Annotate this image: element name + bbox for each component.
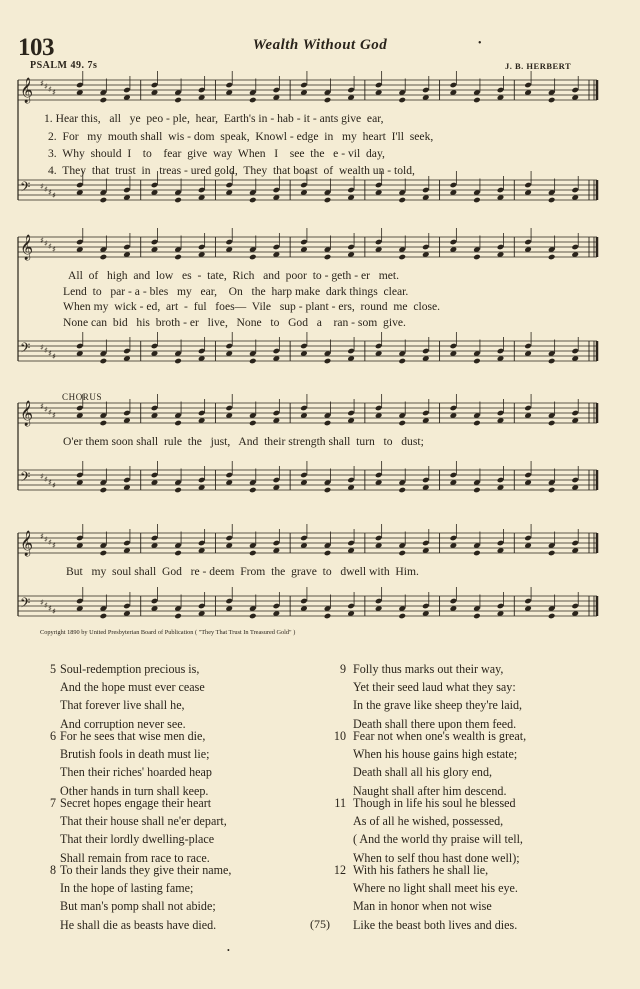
system3-bass-note [548,487,556,494]
lyric-line-s1-v2: 2. For my mouth shall wis - dom speak, Knowl - edge in my heart I'll seek, [48,130,434,143]
system1-treble-note [174,97,182,104]
system1-treble-note [473,97,481,104]
verse-line: Fear not when one's wealth is great, [353,729,527,743]
system1-bass-note [398,197,406,204]
system4-sharp-icon: ♯ [44,601,48,610]
verse-line: That their lordly dwelling-place [60,832,215,847]
system2-treble-note [249,254,257,261]
verse-line: Death shall all his glory end, [353,765,493,780]
verse-number: 7 [49,796,56,810]
verse-line: Like the beast both lives and dies. [353,917,518,932]
system1-bass-note [473,197,481,204]
system1-sharp-icon: ♯ [40,182,44,191]
system1-bass-note [174,197,182,204]
verse-line: As of all he wished, possessed, [353,814,504,829]
system2-sharp-icon: ♯ [40,236,44,245]
system3-treble-clef-icon: 𝄞 [20,401,34,426]
system1-sharp-icon: ♯ [48,85,52,94]
lyric-line-s2-v4: None can bid his broth - er live, None to God a ran - som give. [63,316,406,329]
verse-line: Then their riches' hoarded heap [60,765,212,780]
verse-line: He shall die as beasts have died. [60,917,217,932]
system3-bass-note [174,487,182,494]
verse-7 [49,794,227,867]
system3-sharp-icon: ♯ [52,481,56,490]
system3-bass-note [473,487,481,494]
verse-line: Death shall there upon them feed. [353,716,517,731]
system3-sharp-icon: ♯ [40,472,44,481]
verse-number: 11 [334,796,346,810]
system2-sharp-icon: ♯ [44,239,48,248]
page-number: (75) [310,917,330,931]
system4-bass-clef-icon: 𝄢 [20,595,31,614]
system4-bass-note [100,613,108,620]
system4-bass-note [174,613,182,620]
verse-line: With his fathers he shall lie, [353,863,489,877]
system4-treble-note [174,550,182,557]
system1-sharp-icon: ♯ [44,185,48,194]
system1-sharp-icon: ♯ [40,79,44,88]
system4-treble-note [398,550,406,557]
lyric-line-s1-v3: 3. Why should I to fear give way When I see the e - vil day, [48,147,385,160]
system2-bass-note [324,358,332,365]
verse-line: When to self thou hast done well); [353,850,520,865]
verse-line: Folly thus marks out their way, [353,662,504,676]
lyric-line-s1-v4: 4. They that trust in treas - ured gold, They that boast of wealth un - told, [48,164,415,177]
system2-treble-note [324,254,332,261]
system2-bass-clef-icon: 𝄢 [20,340,31,359]
system1-treble-note [324,97,332,104]
verse-11 [334,794,523,867]
verse-number: 8 [49,863,56,877]
system3-treble-note [398,420,406,427]
system1-sharp-icon: ♯ [52,191,56,200]
system3-treble-note [324,420,332,427]
copyright-notice: Copyright 1890 by United Presbyterian Board of Publication ( "They That Trust In Treasured Gold" ) [40,629,296,636]
system4-sharp-icon: ♯ [44,535,48,544]
verse-line: Naught shall after him descend. [353,783,507,798]
system3-bass-note [249,487,257,494]
verse-6 [49,727,212,800]
system1-bass-note [100,197,108,204]
verse-line: Brutish fools in death must lie; [60,747,210,762]
system1-treble-note [249,97,257,104]
lyric-line-s1-v1: 1. Hear this, all ye peo - ple, hear, Earth's in - hab - it - ants give ear, [44,112,384,125]
system2-treble-note [548,254,556,261]
system3-bass-note [100,487,108,494]
system2-sharp-icon: ♯ [52,352,56,361]
system2-treble-note [100,254,108,261]
verse-line: Though in life his soul he blessed [353,796,516,810]
system2-bass-note [174,358,182,365]
system2-bass-note [473,358,481,365]
system4-bass-note [473,613,481,620]
verse-5 [49,660,205,733]
system1-treble-note [398,97,406,104]
system4-treble-note [548,550,556,557]
system4-bass-note [324,613,332,620]
verse-line: But man's pomp shall not abide; [60,899,216,914]
system2-treble-note [174,254,182,261]
system2-sharp-icon: ♯ [40,343,44,352]
system3-treble-note [174,420,182,427]
system4-sharp-icon: ♯ [52,607,56,616]
system1-sharp-icon: ♯ [52,88,56,97]
system2-sharp-icon: ♯ [52,245,56,254]
verse-line: And the hope must ever cease [60,680,205,695]
verse-line: ( And the world thy praise will tell, [353,832,523,847]
system3-sharp-icon: ♯ [48,478,52,487]
system4-bass-note [249,613,257,620]
ornament-dot: • [227,946,230,955]
verse-line: When his house gains high estate; [353,747,518,762]
lyric-line-s2-v1: All of high and low es - tate, Rich and poor to - geth - er met. [68,269,399,282]
system2-bass-note [548,358,556,365]
system4-treble-note [473,550,481,557]
system1-bass-note [548,197,556,204]
verse-line: Yet their seed laud what they say: [353,680,516,695]
verse-line: Man in honor when not wise [353,899,492,914]
verse-line: That forever live shall he, [60,698,185,713]
verse-line: In the grave like sheep they're laid, [353,698,523,713]
system4-treble-note [100,550,108,557]
system1-treble-clef-icon: 𝄞 [20,78,34,103]
system2-sharp-icon: ♯ [48,349,52,358]
system4-bass-note [398,613,406,620]
verse-line: Where no light shall meet his eye. [353,881,518,896]
system1-bass-note [324,197,332,204]
system4-sharp-icon: ♯ [48,538,52,547]
chorus-label: CHORUS [62,392,103,402]
lyric-line-s2-v3: When my wick - ed, art - ful foes— Vile sup - plant - ers, round me close. [63,300,441,313]
verse-9 [339,660,523,733]
verse-number: 5 [49,662,56,676]
verse-line: Secret hopes engage their heart [60,796,212,810]
system2-bass-note [398,358,406,365]
verse-line: Shall remain from race to race. [60,850,210,865]
meter-label: PSALM 49. 7s [30,60,98,71]
system2-treble-clef-icon: 𝄞 [20,235,34,260]
system3-sharp-icon: ♯ [44,405,48,414]
system1-bass-clef-icon: 𝄢 [20,179,31,198]
system3-treble-note [473,420,481,427]
ornament-mark: • [478,38,482,49]
verse-line: Other hands in turn shall keep. [60,783,209,798]
system3-sharp-icon: ♯ [40,402,44,411]
system4-sharp-icon: ♯ [40,532,44,541]
system1-sharp-icon: ♯ [48,188,52,197]
verse-line: And corruption never see. [60,716,186,731]
system3-bass-clef-icon: 𝄢 [20,469,31,488]
verse-line: In the hope of lasting fame; [60,881,194,896]
lyric-line-s2-v2: Lend to par - a - bles my ear, On the harp make dark things clear. [63,285,409,298]
verse-line: To their lands they give their name, [60,863,232,877]
system4-treble-note [324,550,332,557]
system3-bass-note [324,487,332,494]
system2-treble-note [398,254,406,261]
system3-treble-note [249,420,257,427]
verse-line: That their house shall ne'er depart, [60,814,227,829]
lyric-line-chorus-1: O'er them soon shall rule the just, And their strength shall turn to dust; [63,435,424,448]
system3-treble-note [100,420,108,427]
system2-sharp-icon: ♯ [48,242,52,251]
system2-bass-note [100,358,108,365]
system2-sharp-icon: ♯ [44,346,48,355]
hymn-title: Wealth Without God [252,37,388,53]
system3-sharp-icon: ♯ [52,411,56,420]
system3-treble-note [548,420,556,427]
system1-treble-note [548,97,556,104]
system4-treble-clef-icon: 𝄞 [20,531,34,556]
system3-bass-note [398,487,406,494]
verse-line: For he sees that wise men die, [60,729,206,743]
verse-number: 9 [339,662,346,676]
lyric-line-chorus-2: But my soul shall God re - deem From the grave to dwell with Him. [66,565,419,578]
system1-treble-note [100,97,108,104]
verse-number: 6 [49,729,56,743]
verse-line: Soul-redemption precious is, [60,662,200,676]
system2-bass-note [249,358,257,365]
verse-10 [333,727,527,800]
verse-number: 12 [333,863,346,877]
verse-number: 10 [333,729,346,743]
system4-sharp-icon: ♯ [52,541,56,550]
system4-sharp-icon: ♯ [40,598,44,607]
system4-sharp-icon: ♯ [48,604,52,613]
system2-treble-note [473,254,481,261]
system1-bass-note [249,197,257,204]
system1-sharp-icon: ♯ [44,82,48,91]
hymn-number: 103 [18,34,54,61]
system3-sharp-icon: ♯ [48,408,52,417]
system3-sharp-icon: ♯ [44,475,48,484]
system4-treble-note [249,550,257,557]
system4-bass-note [548,613,556,620]
composer-credit: J. B. HERBERT [505,61,572,71]
